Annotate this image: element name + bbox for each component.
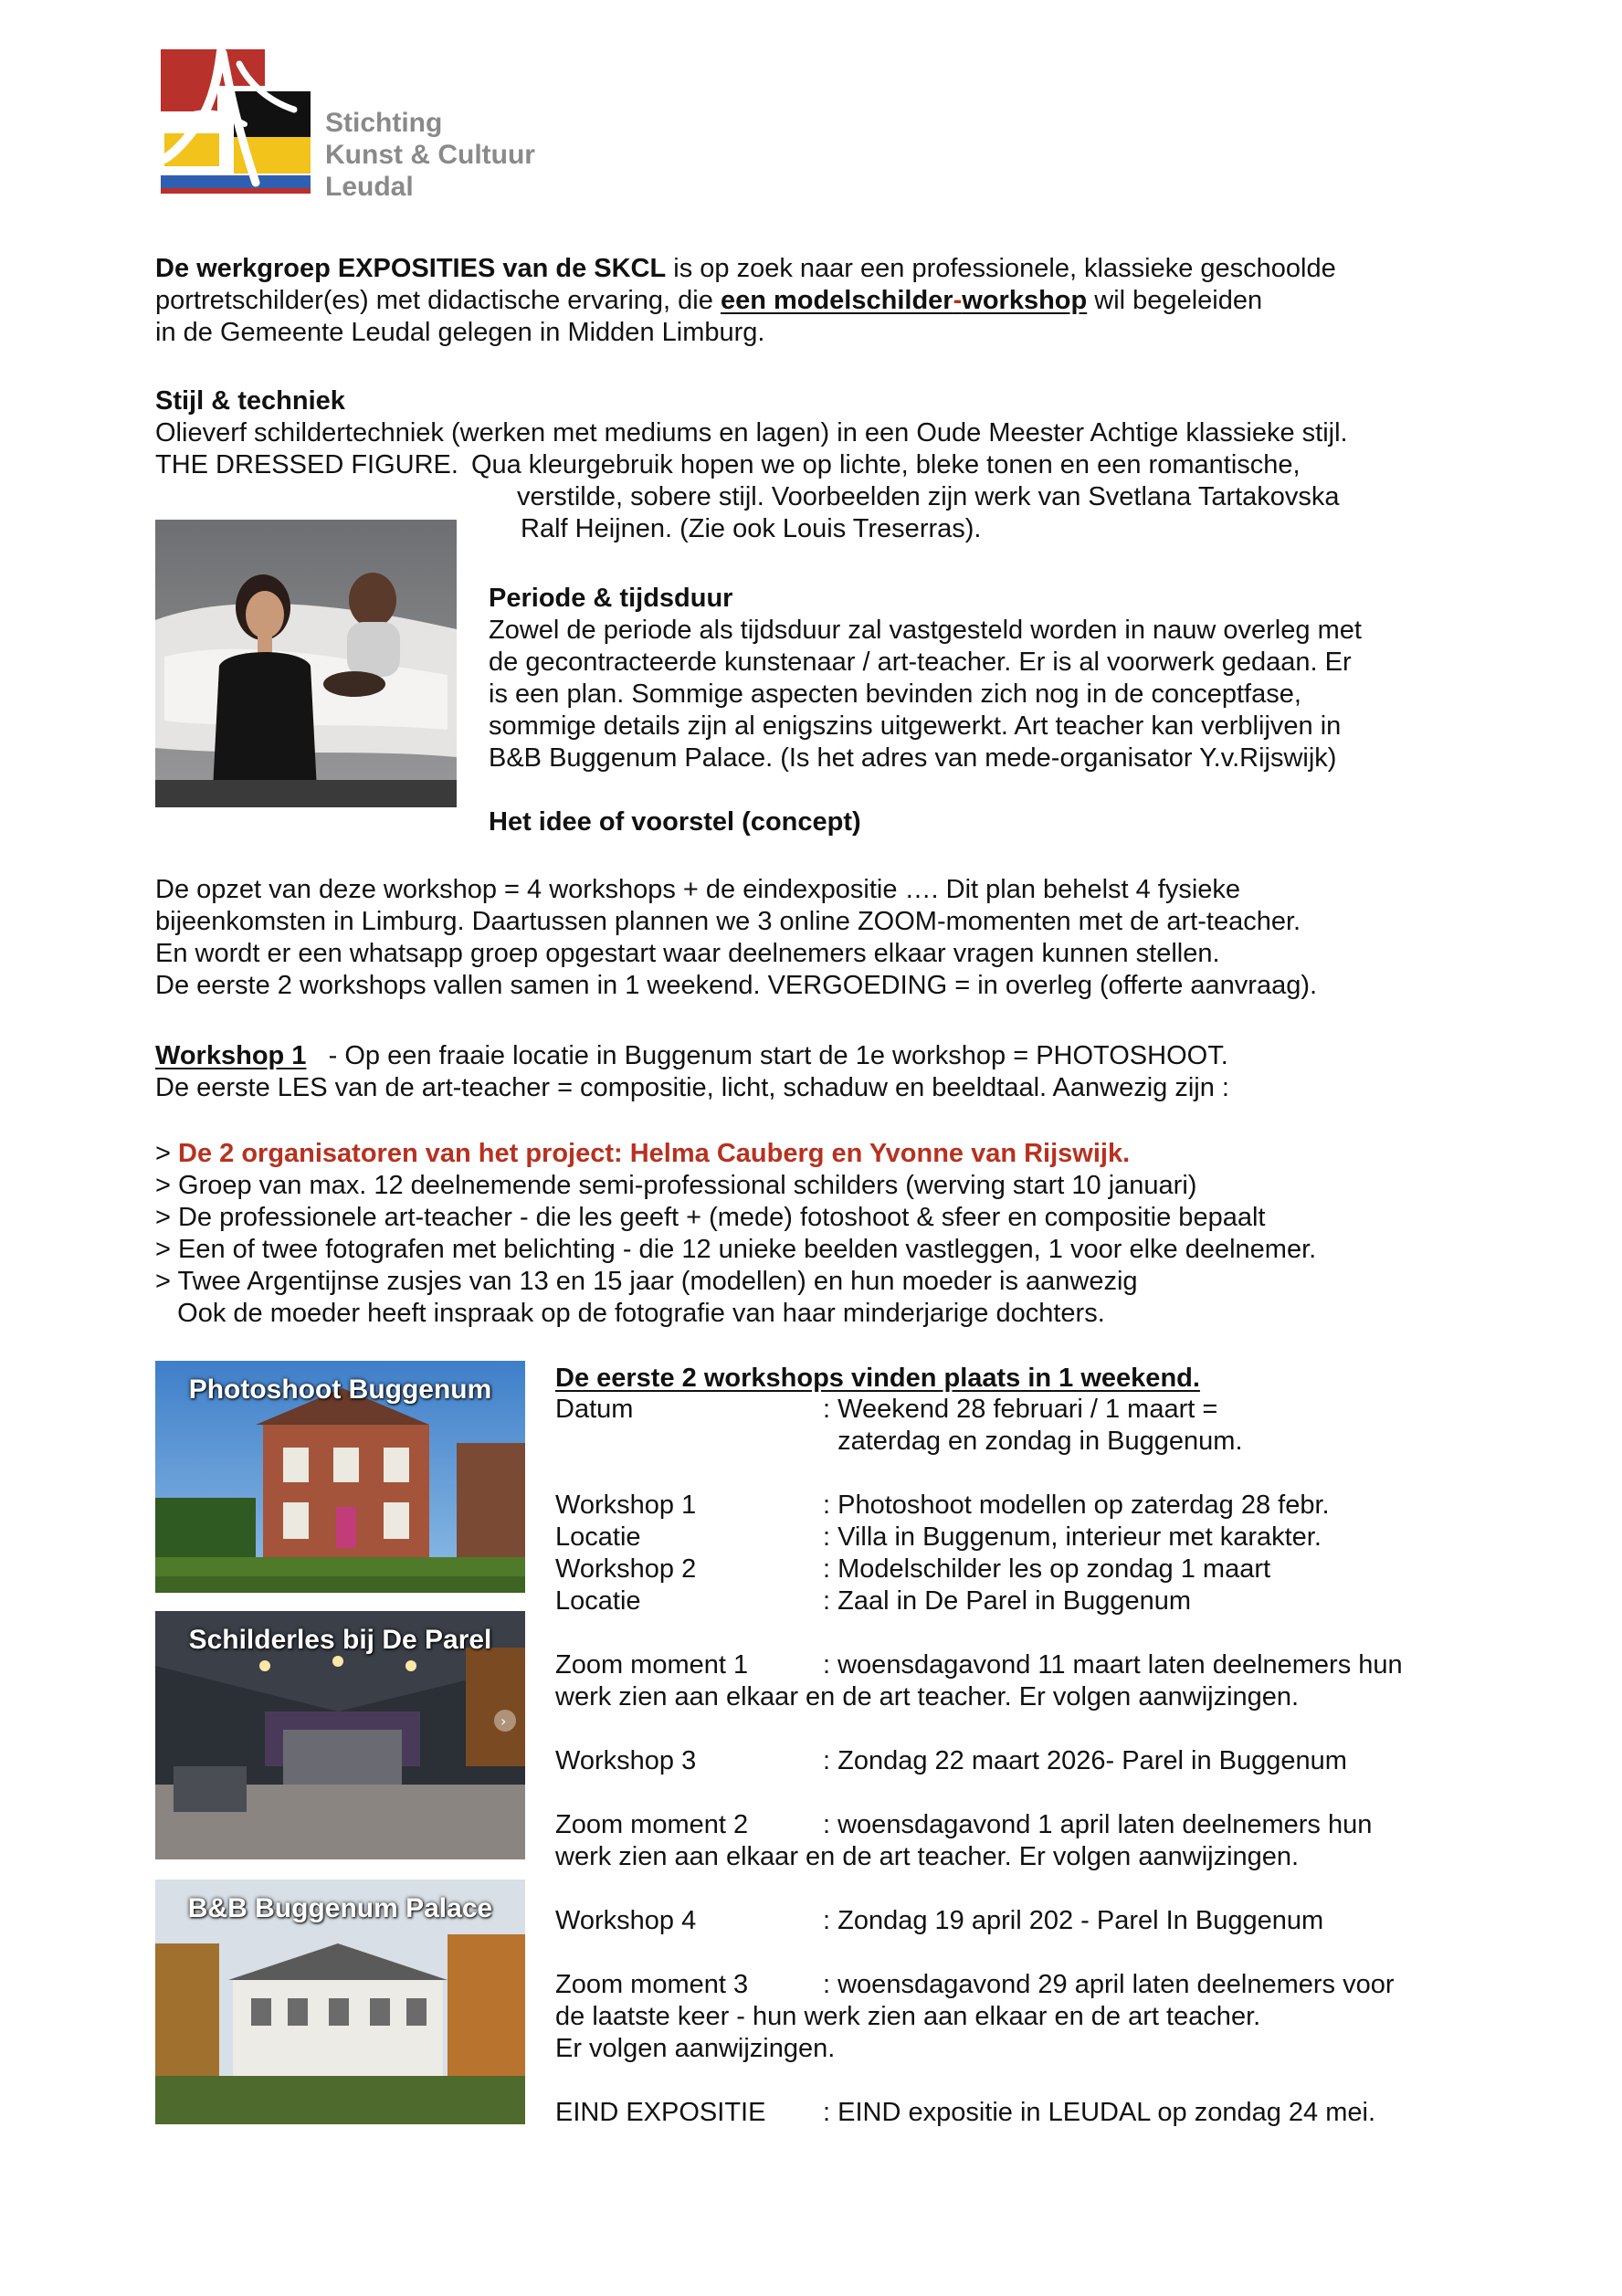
photo-bnb-caption: B&B Buggenum Palace <box>187 1893 493 1923</box>
list-item: > De professionele art-teacher - die les geeft + (mede) fotoshoot & sfeer en compositie bepaalt <box>155 1203 1266 1232</box>
workshop1-line-1 <box>155 1040 1598 1072</box>
schedule-row-value: : woensdagavond 1 april laten deelnemers hun <box>823 1810 1373 1839</box>
portrait-image <box>155 520 457 807</box>
logo-blue-band <box>161 175 311 188</box>
workshop1-section <box>155 1040 1598 1104</box>
intro-line-2 <box>155 285 1580 317</box>
schedule-row-label: Zoom moment 2 <box>555 1810 749 1839</box>
periode-line: de gecontracteerde kunstenaar / art-teacher. Er is al voorwerk gedaan. Er <box>489 648 1352 677</box>
schedule-row-value: : woensdagavond 11 maart laten deelnemers hun <box>823 1650 1403 1680</box>
schedule-row-label: Locatie <box>555 1586 641 1616</box>
logo-text <box>325 107 535 203</box>
idee-line: De opzet van deze workshop = 4 workshops + de eindexpositie …. Dit plan behelst 4 fysieke <box>155 875 1241 904</box>
schedule-row-label: Workshop 2 <box>555 1554 697 1584</box>
list-item: > Twee Argentijnse zusjes van 13 en 15 jaar (modellen) en hun moeder is aanwezig <box>155 1267 1138 1296</box>
schedule-row <box>555 1490 1596 1522</box>
workshop-link[interactable] <box>721 286 1087 315</box>
periode-line: sommige details zijn al enigszins uitgewerkt. Art teacher kan verblijven in <box>489 711 1342 741</box>
periode-line: is een plan. Sommige aspecten bevinden zich nog in de conceptfase, <box>489 679 1301 709</box>
schedule-row-label: EIND EXPOSITIE <box>555 2098 766 2127</box>
logo-red-band <box>161 188 311 194</box>
schedule-row-value: zaterdag en zondag in Buggenum. <box>823 1427 1243 1456</box>
idee-line: bijeenkomsten in Limburg. Daartussen plannen we 3 online ZOOM-momenten met de art-teacher. <box>155 907 1301 936</box>
schedule-row-value: : woensdagavond 29 april laten deelnemers voor <box>823 1970 1395 1999</box>
logo-line-3: Leudal <box>325 172 414 202</box>
schedule <box>555 1363 1596 2139</box>
schedule-row: Er volgen aanwijzingen. <box>555 2034 836 2063</box>
stijl-line-3: verstilde, sobere stijl. Voorbeelden zijn werk van Svetlana Tartakovska <box>517 482 1340 511</box>
intro-paragraph <box>155 253 1580 349</box>
idee-line: En wordt er een whatsapp groep opgestart waar deelnemers elkaar vragen kunnen stellen. <box>155 939 1220 968</box>
intro-bold: De werkgroep EXPOSITIES van de SKCL <box>155 254 667 283</box>
schedule-row <box>555 1905 1596 1938</box>
logo-mark-icon <box>157 46 312 199</box>
schedule-row-value: : Zaal in De Parel in Buggenum <box>823 1586 1191 1616</box>
workshop-link-part-a: een modelschilder <box>720 286 953 315</box>
photo-villa-caption: Photoshoot Buggenum <box>188 1374 492 1405</box>
schedule-row <box>555 1426 1596 1459</box>
next-arrow-icon[interactable]: › <box>500 1712 507 1730</box>
list-marker: > <box>155 1139 178 1168</box>
workshop-link-part-b: workshop <box>962 286 1088 315</box>
dressed-figure: THE DRESSED FIGURE. <box>155 450 458 479</box>
intro-line2-end: wil begeleiden <box>1087 286 1263 315</box>
logo-line-1: Stichting <box>325 108 443 138</box>
schedule-row-label: Locatie <box>555 1522 641 1552</box>
idee-line: De eerste 2 workshops vallen samen in 1 weekend. VERGOEDING = in overleg (offerte aanvraag). <box>155 971 1318 1000</box>
schedule-row <box>555 1745 1596 1778</box>
logo <box>157 46 312 199</box>
organisers-item: De 2 organisatoren van het project: Helma Cauberg en Yvonne van Rijswijk. <box>178 1139 1131 1168</box>
schedule-row-value: : Villa in Buggenum, interieur met karakter. <box>823 1522 1322 1552</box>
workshop1-label: Workshop 1 <box>155 1041 307 1070</box>
idee-heading: Het idee of voorstel (concept) <box>489 807 861 837</box>
logo-line-2: Kunst & Cultuur <box>325 140 535 170</box>
idee-section <box>155 874 1598 1002</box>
schedule-row: werk zien aan elkaar en de art teacher. Er volgen aanwijzingen. <box>555 1842 1300 1871</box>
schedule-row <box>555 1649 1596 1682</box>
schedule-row-value: : Zondag 22 maart 2026- Parel in Buggenum <box>823 1746 1347 1775</box>
photo-parel <box>155 1611 525 1859</box>
schedule-row-label: Workshop 3 <box>555 1746 697 1775</box>
schedule-row-value: : Modelschilder les op zondag 1 maart <box>823 1554 1271 1584</box>
schedule-row <box>555 1809 1596 1842</box>
workshop1-line1-rest: - Op een fraaie locatie in Buggenum start de 1e workshop = PHOTOSHOOT. <box>306 1041 1228 1070</box>
schedule-row <box>555 1522 1596 1554</box>
workshop1-line-2: De eerste LES van de art-teacher = compositie, licht, schaduw en beeldtaal. Aanwezig zijn : <box>155 1073 1229 1102</box>
periode-line: Zowel de periode als tijdsduur zal vastgesteld worden in nauw overleg met <box>489 616 1362 645</box>
photo-villa <box>155 1361 525 1593</box>
schedule-row <box>555 2097 1596 2130</box>
photo-parel-caption: Schilderles bij De Parel <box>188 1625 492 1655</box>
aanwezig-list <box>155 1138 1598 1330</box>
stijl-line-2 <box>155 449 1598 481</box>
schedule-row: de laatste keer - hun werk zien aan elkaar en de art teacher. <box>555 2002 1261 2031</box>
schedule-row-value: : EIND expositie in LEUDAL op zondag 24 mei. <box>823 2098 1376 2127</box>
list-item: Ook de moeder heeft inspraak op de fotografie van haar minderjarige dochters. <box>155 1299 1105 1328</box>
intro-line2-start: portretschilder(es) met didactische ervaring, die <box>155 286 721 315</box>
intro-line-3: in de Gemeente Leudal gelegen in Midden Limburg. <box>155 318 765 347</box>
schedule-row-label: Workshop 1 <box>555 1490 697 1520</box>
photo-bnb <box>155 1880 525 2124</box>
schedule-row <box>555 1394 1596 1427</box>
stijl-line-1: Olieverf schildertechniek (werken met mediums en lagen) in een Oude Meester Achtige klassieke stijl. <box>155 418 1348 448</box>
schedule-heading: De eerste 2 workshops vinden plaats in 1 weekend. <box>555 1364 1200 1393</box>
schedule-row-label: Zoom moment 1 <box>555 1650 749 1680</box>
schedule-row <box>555 1553 1596 1586</box>
intro-line1-rest: is op zoek naar een professionele, klassieke geschoolde <box>666 254 1336 283</box>
schedule-row-value: : Weekend 28 februari / 1 maart = <box>823 1395 1218 1424</box>
schedule-row <box>555 1585 1596 1618</box>
list-item <box>155 1138 1598 1170</box>
intro-line-1 <box>155 253 1580 285</box>
workshop-link-dash: - <box>953 286 963 315</box>
list-item: > Groep van max. 12 deelnemende semi-professional schilders (werving start 10 januari) <box>155 1171 1197 1200</box>
stijl-line-4: Ralf Heijnen. (Zie ook Louis Treserras). <box>521 514 982 543</box>
schedule-row-label: Workshop 4 <box>555 1906 697 1935</box>
schedule-row: werk zien aan elkaar en de art teacher. Er volgen aanwijzingen. <box>555 1682 1300 1711</box>
stijl-line-2b: Qua kleurgebruik hopen we op lichte, bleke tonen en een romantische, <box>470 450 1301 479</box>
schedule-row-value: : Photoshoot modellen op zaterdag 28 febr. <box>823 1490 1330 1520</box>
portrait-photo <box>155 520 457 807</box>
periode-line: B&B Buggenum Palace. (Is het adres van mede-organisator Y.v.Rijswijk) <box>489 743 1337 773</box>
schedule-row-label: Zoom moment 3 <box>555 1970 749 1999</box>
schedule-row-value: : Zondag 19 april 202 - Parel In Buggenum <box>823 1906 1324 1935</box>
schedule-row-label: Datum <box>555 1395 634 1424</box>
schedule-row <box>555 1969 1596 2002</box>
periode-heading: Periode & tijdsduur <box>489 584 733 613</box>
stijl-heading: Stijl & techniek <box>155 386 345 416</box>
periode-section <box>489 583 1585 838</box>
list-item: > Een of twee fotografen met belichting - die 12 unieke beelden vastleggen, 1 voor elke deelnemer. <box>155 1235 1317 1264</box>
